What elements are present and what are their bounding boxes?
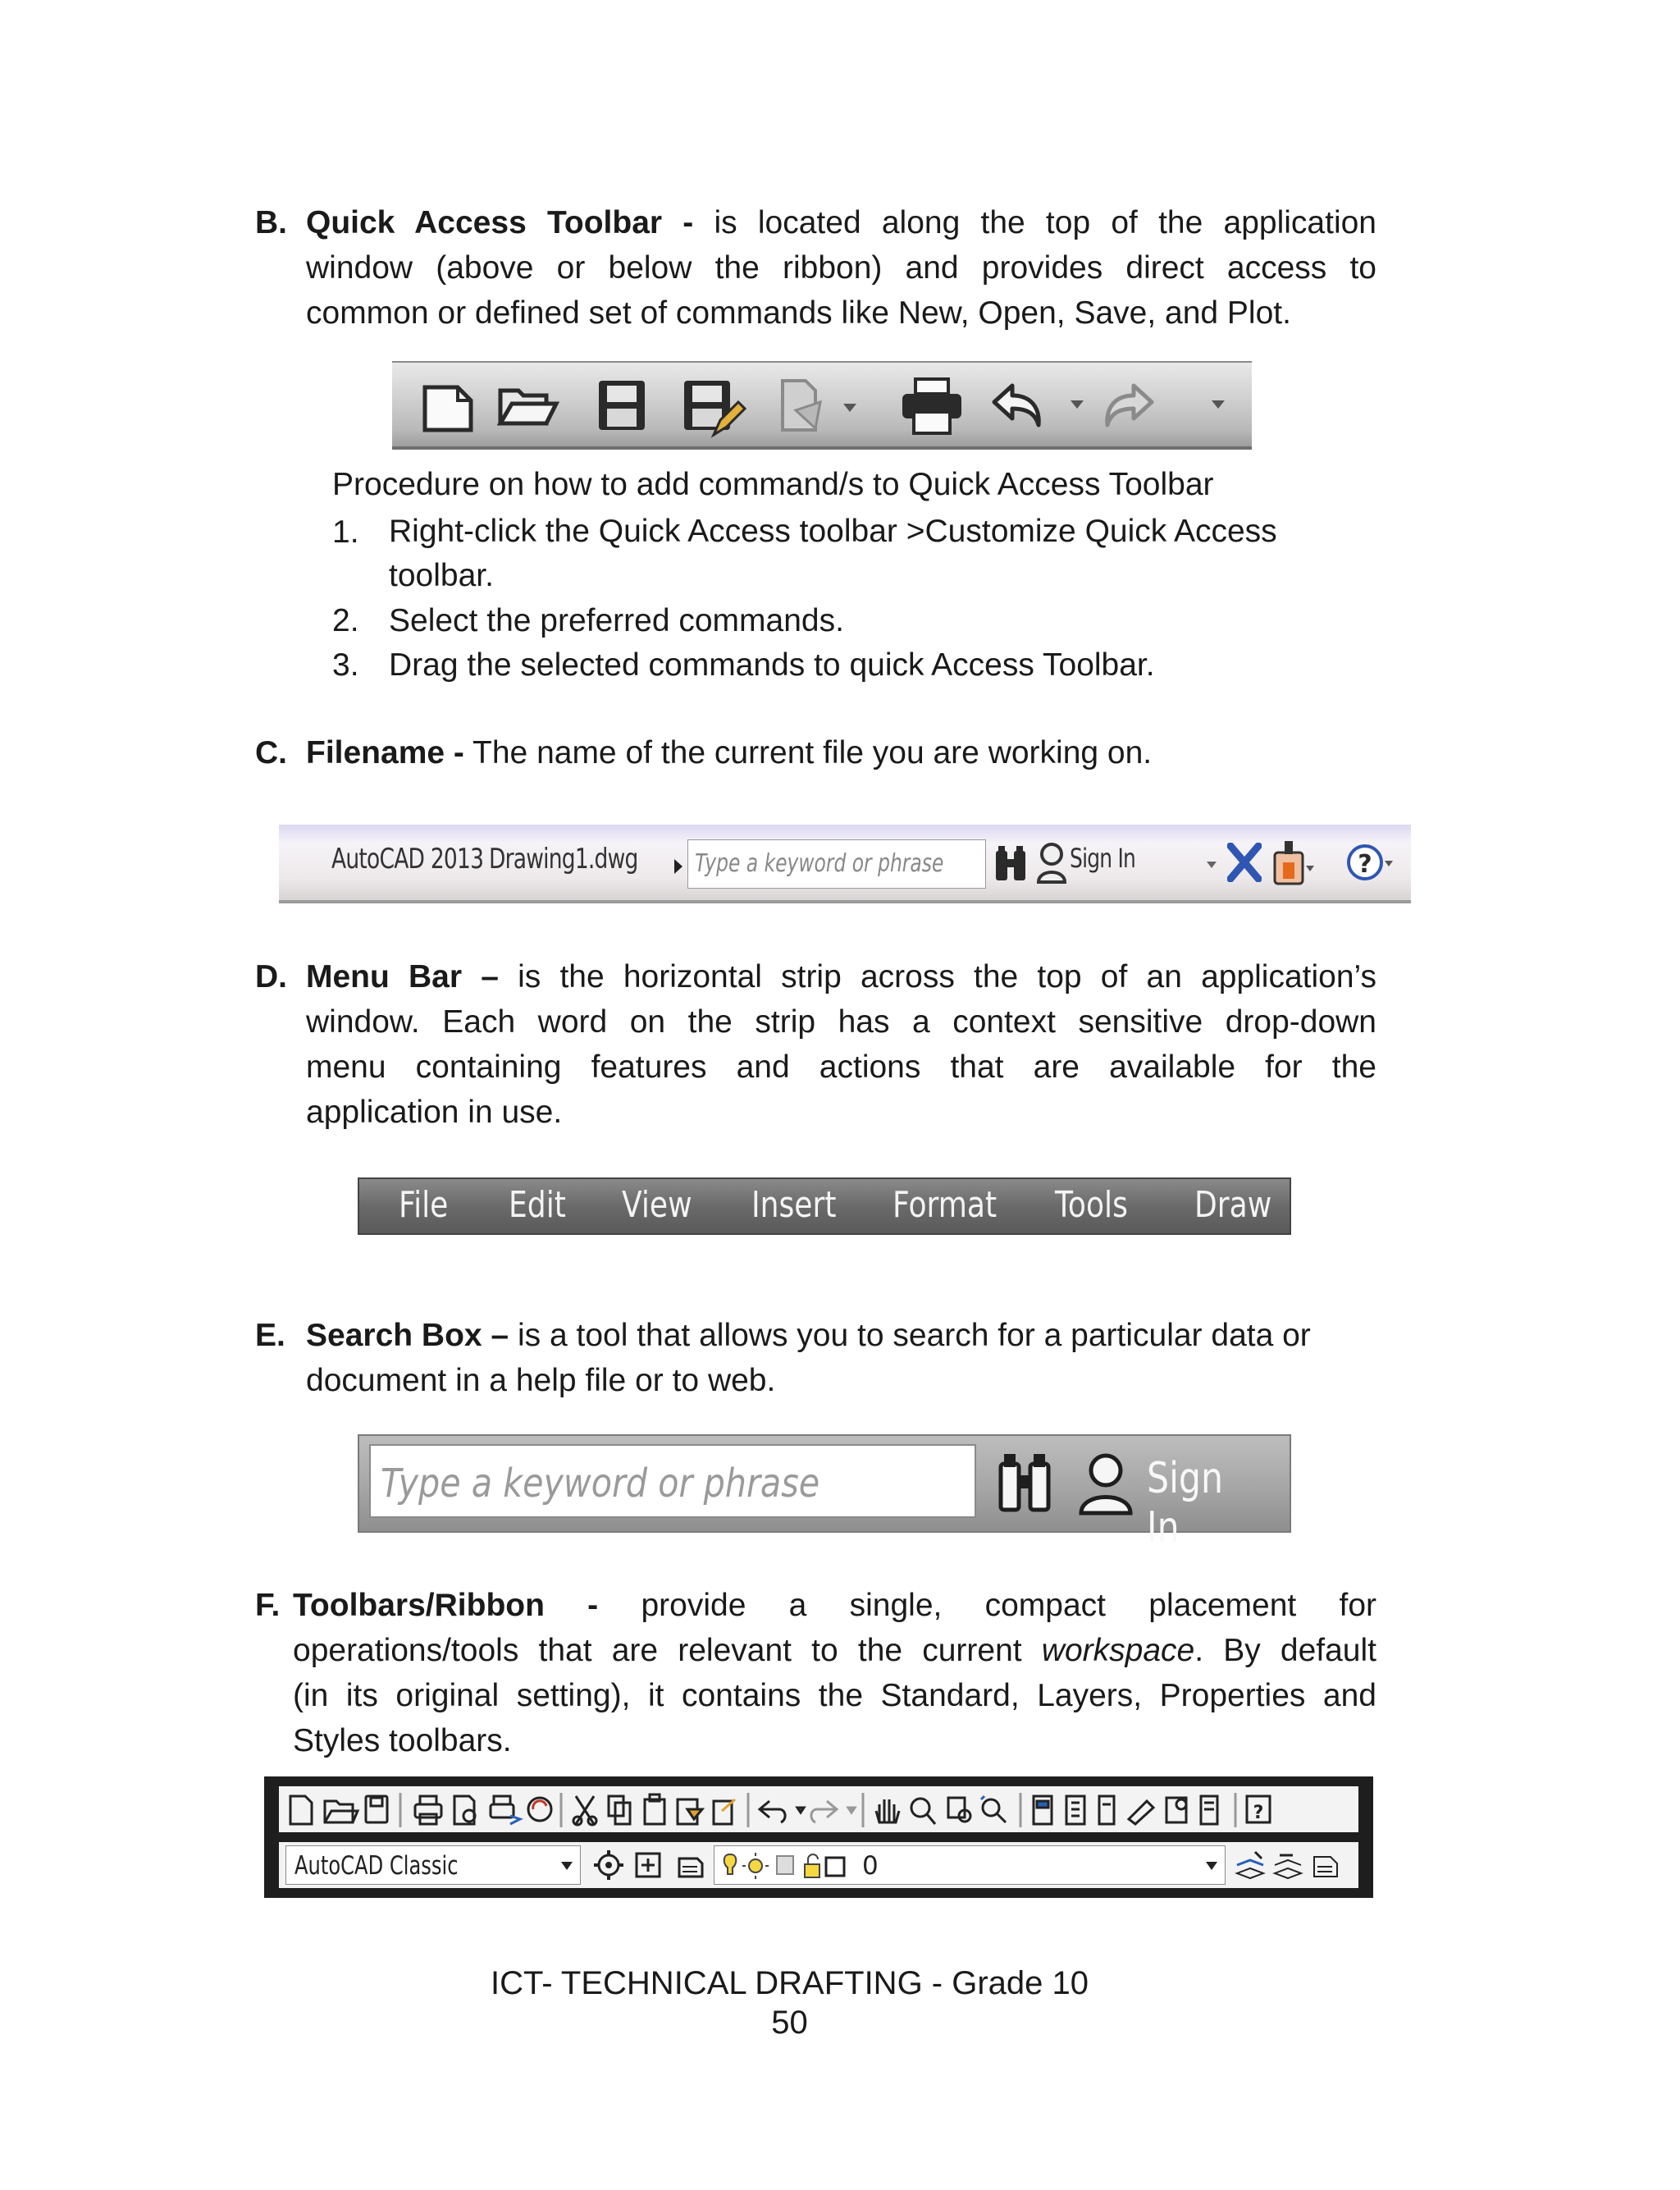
workspaces-layers-toolbar — [279, 1842, 1358, 1888]
section-e-paragraph: Search Box – is a tool that allows you to search for a particular data or document in a help file or to web. — [306, 1318, 1311, 1398]
titlebar-search-input[interactable]: Type a keyword or phrase — [687, 839, 986, 889]
save-as-icon[interactable] — [681, 377, 746, 440]
standard-toolbar — [279, 1786, 1358, 1832]
make-current-layer-icon[interactable] — [1234, 1849, 1267, 1881]
user-icon[interactable] — [1076, 1447, 1135, 1518]
search-input[interactable]: Type a keyword or phrase — [369, 1444, 976, 1518]
step-3-number: 3. — [332, 647, 359, 683]
workspace-settings-icon[interactable] — [592, 1849, 625, 1881]
section-d-letter: D. — [255, 959, 287, 994]
section-c-paragraph: Filename - The name of the current file you are working on. — [306, 735, 1153, 770]
menu-insert[interactable]: Insert — [751, 1184, 837, 1226]
current-layer-name: 0 — [862, 1851, 879, 1881]
section-f-term: Toolbars/Ribbon - — [293, 1588, 599, 1623]
new-file-icon[interactable] — [420, 381, 477, 435]
open-folder-icon[interactable] — [497, 381, 559, 432]
layer-status-icons — [719, 1851, 859, 1881]
classic-toolbars — [264, 1776, 1373, 1898]
user-icon[interactable] — [1035, 839, 1068, 885]
step-1-text: Right-click the Quick Access toolbar >Customize Quick Access toolbar. — [389, 514, 1277, 593]
menu-draw[interactable]: Draw — [1194, 1184, 1272, 1226]
menu-tools[interactable]: Tools — [1055, 1184, 1128, 1226]
step-2-text: Select the preferred commands. — [389, 603, 844, 638]
save-icon[interactable] — [596, 377, 648, 433]
application-title-bar — [279, 825, 1411, 903]
plot-printer-icon[interactable] — [899, 376, 965, 437]
menu-bar — [358, 1177, 1291, 1235]
quick-access-toolbar — [392, 361, 1252, 450]
redo-dropdown-icon[interactable] — [1211, 399, 1226, 410]
section-d-paragraph: Menu Bar – is the horizontal strip across the top of an application’s window. Each word on the strip has a context sensitive drop-down menu containing features and actions that are available for the application in use. — [306, 959, 1376, 1130]
sign-in-button[interactable]: Sign In — [1147, 1454, 1224, 1552]
undo-dropdown-icon[interactable] — [1070, 399, 1084, 410]
section-b-letter: B. — [255, 205, 287, 240]
page-number: 50 — [771, 2005, 808, 2041]
section-c-term: Filename - — [306, 735, 464, 770]
footer-title: ICT- TECHNICAL DRAFTING - Grade 10 — [490, 1965, 1089, 2001]
workspace-select[interactable]: AutoCAD Classic — [285, 1845, 581, 1885]
chevron-down-icon — [560, 1861, 573, 1871]
menu-file[interactable]: File — [399, 1184, 449, 1226]
section-b-paragraph: Quick Access Toolbar - is located along the top of the application window (above or below the ribbon) and provides direct access to common or defined set of commands like New, Open, Save, and Plot. — [306, 205, 1376, 331]
section-d-term: Menu Bar – — [306, 959, 499, 994]
communication-center-icon[interactable] — [1270, 838, 1316, 887]
exchange-x-icon[interactable] — [1227, 843, 1262, 882]
search-box-toolbar — [358, 1434, 1291, 1552]
standard-toolbar-icons[interactable] — [279, 1786, 1358, 1832]
help-icon[interactable] — [1345, 839, 1393, 887]
menu-format[interactable]: Format — [892, 1184, 998, 1226]
chevron-down-icon — [1205, 1861, 1218, 1871]
step-3-text: Drag the selected commands to quick Access Toolbar. — [389, 647, 1155, 683]
section-e-letter: E. — [255, 1318, 285, 1353]
step-2-number: 2. — [332, 603, 359, 638]
procedure-heading: Procedure on how to add command/s to Quick Access Toolbar — [332, 467, 1214, 502]
app-name: AutoCAD 2013 — [331, 843, 484, 876]
redo-icon[interactable] — [1099, 379, 1157, 432]
section-e-term: Search Box – — [306, 1318, 509, 1353]
svg-text:?: ? — [1358, 850, 1372, 879]
undo-icon[interactable] — [989, 379, 1047, 432]
svg-text:?: ? — [1253, 1803, 1264, 1823]
section-f-letter: F. — [255, 1588, 281, 1623]
sign-in-dropdown-icon[interactable] — [1206, 861, 1217, 869]
titlebar-sign-in[interactable]: Sign In — [1070, 843, 1136, 874]
menu-view[interactable]: View — [622, 1184, 692, 1226]
step-1-number: 1. — [332, 514, 359, 550]
expand-arrow-icon[interactable] — [673, 857, 684, 876]
layer-manager-icon[interactable] — [674, 1849, 707, 1881]
section-f-paragraph: Toolbars/Ribbon - provide a single, compact placement for operations/tools that are relevant to the current workspace. By default (in its original setting), it contains the Standard, Layers, Properties and Styles toolbars. — [293, 1588, 1377, 1758]
layer-properties-icon[interactable] — [632, 1849, 664, 1881]
layer-state-icon[interactable] — [1309, 1849, 1342, 1881]
binoculars-icon[interactable] — [996, 1451, 1053, 1515]
section-c-letter: C. — [255, 735, 287, 770]
publish-icon[interactable] — [778, 377, 860, 437]
menu-edit[interactable]: Edit — [509, 1184, 566, 1226]
section-b-term: Quick Access Toolbar - — [306, 205, 694, 240]
layer-select[interactable] — [714, 1845, 1226, 1885]
layer-previous-icon[interactable] — [1271, 1849, 1304, 1881]
binoculars-icon[interactable] — [993, 843, 1029, 884]
file-name: Drawing1.dwg — [489, 843, 638, 876]
